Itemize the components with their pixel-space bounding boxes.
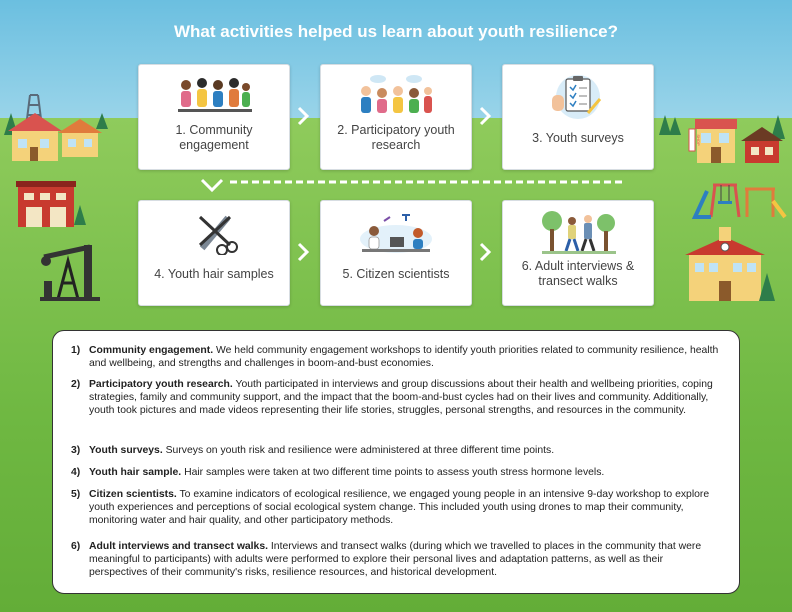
pump-jack-icon	[40, 245, 100, 301]
arrow-right-icon	[478, 242, 492, 262]
school-icon	[685, 227, 765, 301]
detail-item	[71, 345, 721, 371]
step-card-3	[502, 64, 654, 170]
detail-item	[71, 445, 721, 458]
row-connector	[200, 176, 660, 196]
detail-number: 1)	[71, 345, 81, 356]
arrow-right-icon	[296, 242, 310, 262]
walking-people-icon	[538, 209, 618, 255]
detail-text: To examine indicators of ecological resilience, we engaged young people in an intensive 9-day workshop to explore youth experiences and perceptions of social ecological system change. This included youth using drones to map their community, monitoring water and hair quality, and other participatory methods.	[89, 489, 710, 526]
arrow-right-icon	[296, 106, 310, 126]
step-label-4: 4. Youth hair samples	[154, 267, 274, 281]
fire-station-icon	[16, 181, 76, 227]
detail-heading: Community engagement.	[89, 345, 214, 356]
detail-text: We held community engagement workshops to identify youth priorities related to community resilience, health and wellbeing, and strengths and challenges in boom-and-bust economies.	[89, 345, 719, 369]
step-label-3: 3. Youth surveys	[532, 131, 624, 145]
detail-text: Surveys on youth risk and resilience were administered at three different time points.	[162, 445, 555, 456]
detail-number: 4)	[71, 467, 81, 478]
details-panel	[52, 330, 740, 594]
detail-text: Hair samples were taken at two different time points to assess youth stress hormone levels.	[181, 467, 605, 478]
step-label-6: 6. Adult interviews & transect walks	[521, 259, 635, 288]
step-card-5	[320, 200, 472, 306]
scissors-comb-icon	[174, 209, 254, 255]
detail-heading: Youth surveys.	[89, 445, 163, 456]
right-scenery	[655, 105, 792, 310]
detail-heading: Adult interviews and transect walks.	[89, 541, 269, 552]
left-scenery	[0, 85, 130, 315]
step-label-2: 2. Participatory youth research	[337, 123, 455, 152]
detail-heading: Youth hair sample.	[89, 467, 182, 478]
detail-number: 6)	[71, 541, 81, 552]
detail-heading: Participatory youth research.	[89, 379, 233, 390]
detail-number: 3)	[71, 445, 81, 456]
shop-icon	[689, 119, 737, 163]
house-small-icon	[58, 119, 102, 157]
detail-heading: Citizen scientists.	[89, 489, 177, 500]
step-card-4	[138, 200, 290, 306]
survey-clipboard-icon	[538, 73, 618, 119]
arrow-right-icon	[478, 106, 492, 126]
scientist-drone-icon	[356, 209, 436, 255]
youth-discussion-icon	[356, 73, 436, 119]
detail-item	[71, 467, 721, 480]
detail-item	[71, 379, 721, 417]
detail-item	[71, 489, 721, 527]
svg-text:SHOP: SHOP	[696, 134, 701, 146]
house-left-icon	[8, 113, 62, 161]
detail-number: 5)	[71, 489, 81, 500]
playground-icon	[695, 185, 785, 217]
detail-item	[71, 541, 721, 579]
step-card-1	[138, 64, 290, 170]
detail-text: Youth participated in interviews and group discussions about their health and wellbeing priorities, coping strategies, family and community support, and the impact that the boom-and-bust cycles had on their lives and community. Additionally, youth took pictures and made videos representing their life stories, struggles, personal strengths, and resources in the community.	[89, 379, 713, 416]
detail-number: 2)	[71, 379, 81, 390]
community-meeting-icon	[174, 73, 254, 119]
step-label-5: 5. Citizen scientists	[342, 267, 450, 281]
page-title: What activities helped us learn about youth resilience?	[174, 22, 618, 41]
step-card-6	[502, 200, 654, 306]
step-card-2	[320, 64, 472, 170]
step-label-1: 1. Community engagement	[175, 123, 253, 152]
arrow-down-icon	[202, 180, 222, 190]
detail-text: Interviews and transect walks (during which we travelled to places in the community that were meaningful to participants) with adults were performed to explore their personal lives and adaptation patterns, as well as their perspectives of their community's risks, resilience resources, and historical development.	[89, 541, 702, 578]
